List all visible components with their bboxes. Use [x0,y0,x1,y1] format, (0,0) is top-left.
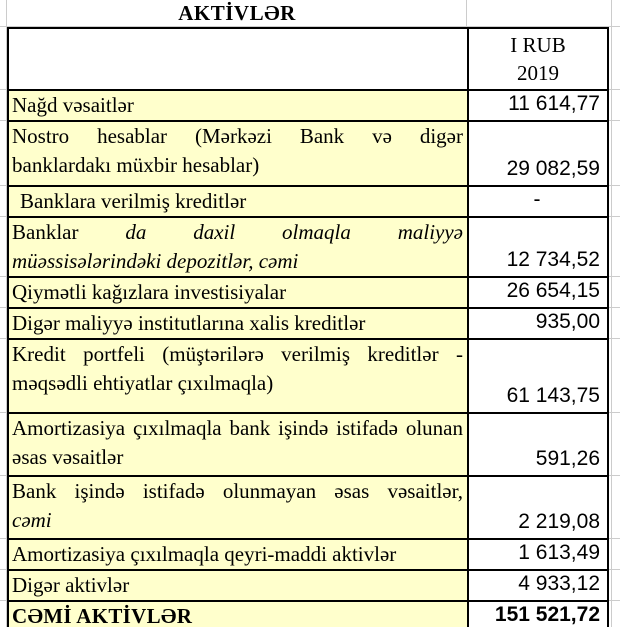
row-value-cell: 591,26 [468,413,608,476]
row-label-line [12,369,463,398]
row-label-segment: Banklara verilmiş kreditlər [20,189,247,213]
row-label-line [12,122,463,151]
row-label-cell [8,217,468,277]
row-label-line [12,247,463,276]
row-label-cell [8,601,468,627]
row-label-line [12,571,463,600]
row-label-segment: əsas vəsaitlər [12,445,124,469]
row-label-segment: Amortizasiya çıxılmaqla bank işində istifadə olunan [12,416,463,440]
row-label-cell [8,476,468,539]
row-value-cell: 1 613,49 [468,539,608,570]
row-label-segment: Digər aktivlər [12,573,130,597]
table-row [8,570,608,601]
table-row [8,339,608,413]
row-label-cell [8,277,468,308]
row-label-segment: Banklar [12,220,79,244]
row-label-line [12,477,463,506]
header-period-line2: 2019 [517,61,559,85]
header-empty-cell [8,28,468,90]
row-label-segment: məqsədli ehtiyatlar çıxılmaqla) [12,371,274,395]
row-value-cell: 2 219,08 [468,476,608,539]
row-label-segment: Kredit portfeli (müştərilərə verilmiş kreditlər - [12,342,463,366]
table-row [8,277,608,308]
row-label-cell [8,570,468,601]
table-title: AKTİVLƏR [178,1,296,25]
row-label-line [12,218,463,247]
row-value-cell: 26 654,15 [468,277,608,308]
row-value-cell: - [468,186,608,217]
table-row [8,186,608,217]
row-label-line [12,506,463,535]
table-row [8,539,608,570]
row-label-segment: cəmi [12,508,52,532]
gridline [611,0,612,627]
row-label-segment: Amortizasiya çıxılmaqla qeyri-maddi aktivlər [12,542,397,566]
row-label-line [12,414,463,443]
header-period-cell [468,28,608,90]
row-label-cell [8,90,468,121]
row-label-line [12,91,463,120]
row-label-cell [8,539,468,570]
row-label-segment: müəssisələrindəki depozitlər, cəmi [12,249,299,273]
row-label-segment: da daxil olmaqla maliyyə [125,220,464,244]
table-row [8,476,608,539]
table-row [8,413,608,476]
row-label-cell [8,308,468,339]
row-value-cell: 4 933,12 [468,570,608,601]
table-row [8,601,608,627]
row-label-line [12,602,463,627]
table-row [8,308,608,339]
row-value-cell: 29 082,59 [468,121,608,186]
table-row [8,90,608,121]
row-value-cell: 151 521,72 [468,601,608,627]
row-label-segment: Bank işində istifadə olunmayan əsas vəsaitlər, [12,479,463,503]
row-label-line [12,540,463,569]
table-header-row [8,28,608,90]
row-label-line [12,278,463,307]
table-row [8,217,608,277]
row-value-cell: 12 734,52 [468,217,608,277]
row-label-cell [8,339,468,413]
row-label-line [12,340,463,369]
row-label-segment: CƏMİ AKTİVLƏR [12,604,193,627]
row-label-cell [8,121,468,186]
row-label-segment: Qiymətli kağızlara investisiyalar [12,280,287,304]
row-label-segment: Nağd vəsaitlər [12,93,134,117]
row-label-cell [8,413,468,476]
row-label-segment: Nostro hesablar (Mərkəzi Bank və digər [12,124,463,148]
row-label-segment: banklardakı müxbir hesablar) [12,153,260,177]
row-label-segment: Digər maliyyə institutlarına xalis kreditlər [12,311,366,335]
header-period-line1: I RUB [510,33,566,57]
row-value-cell: 61 143,75 [468,339,608,413]
row-label-cell [8,186,468,217]
row-value-cell: 935,00 [468,308,608,339]
table-row [8,121,608,186]
assets-table [7,27,609,627]
row-value-cell: 11 614,77 [468,90,608,121]
row-label-line [12,151,463,180]
row-label-line [20,187,463,216]
row-label-line [12,309,463,338]
row-label-line [12,443,463,472]
